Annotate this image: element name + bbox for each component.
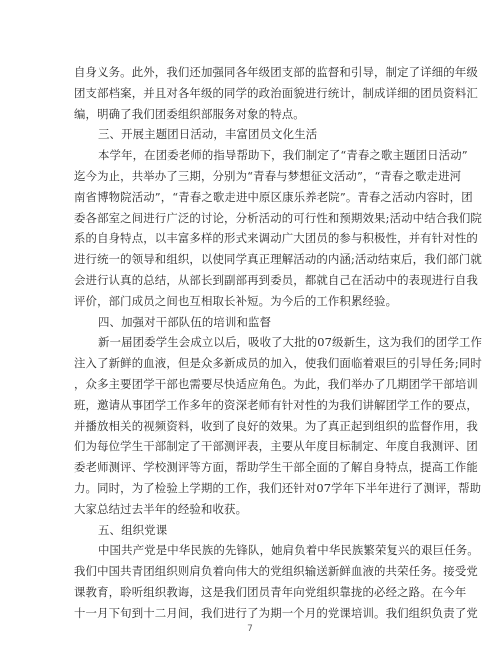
text-line: 们为每位学生干部制定了干部测评表，主要从年度目标制定、年度自我测评、团 (74, 439, 478, 454)
text-line: 编，明确了我们团委组织部服务对象的特点。 (74, 106, 305, 121)
text-line: 我们中国共青团组织则肩负着向伟大的党组织输送新鲜血液的共荣任务。接受党 (74, 564, 478, 579)
heading-text: 三、开展主题团日活动，丰富团员文化生活 (98, 127, 318, 142)
section-heading-3 (74, 124, 430, 145)
paragraph-1 (74, 62, 478, 124)
heading-text: 五、组织党课 (98, 522, 168, 537)
text-line: 中国共产党是中华民族的先锋队，她肩负着中华民族繁荣复兴的艰巨任务。 (98, 543, 479, 558)
text-line: 南省博物院活动”，“青春之歌走进中原区康乐养老院”。青春之活动内容时，团 (74, 189, 473, 204)
heading-text: 四、加强对干部队伍的培训和监督 (98, 314, 272, 329)
paragraph-4 (74, 540, 479, 623)
paragraph-3 (74, 332, 483, 519)
text-line: 会进行认真的总结，从部长到副部再到委员，都就自己在活动中的表现进行自我 (74, 272, 478, 287)
page-number: 7 (247, 624, 253, 634)
text-line: 新一届团委学生会成立以后，吸收了大批的07级新生，这为我们的团学工作 (98, 335, 483, 350)
text-line: 课教育，聆听组织教诲，这是我们团员青年向党组织靠拢的必经之路。在今年 (74, 584, 467, 599)
text-line: 本学年，在团委老师的指导帮助下，我们制定了“青春之歌主题团日活动” (98, 148, 468, 163)
text-line: 团支部档案，并且对各年级的同学的政治面貌进行统计，制成详细的团员资料汇 (74, 85, 478, 100)
paragraph-2 (74, 145, 482, 311)
text-line: 进行统一的领导和组织，以使同学真正理解活动的内涵;活动结束后，我们部门就 (74, 252, 482, 267)
text-line: 大家总结过去半年的经验和收获。 (74, 501, 248, 516)
document-page (74, 62, 483, 624)
text-line: 委各部室之间进行广泛的讨论，分析活动的可行性和预期效果;活动中结合我们院 (74, 210, 482, 225)
text-line: 委老师测评、学校测评等方面，帮助学生干部全面的了解自身特点，提高工作能 (74, 460, 478, 475)
text-line: 注入了新鲜的血液，但是众多新成员的加入，使我们面临着艰巨的引导任务;同时 (74, 356, 482, 371)
section-heading-5 (74, 520, 430, 541)
text-line: 十一月下旬到十二月间，我们进行了为期一个月的党课培训。我们组织负责了党 (74, 605, 478, 620)
section-heading-4 (74, 312, 430, 333)
text-line: 评价，部门成员之间也互相取长补短。为今后的工作积累经验。 (74, 293, 398, 308)
text-line: 力。同时，为了检验上学期的工作，我们还针对07学年下半年进行了测评，帮助 (74, 480, 482, 495)
text-line: 系的自身特点，以丰富多样的形式来调动广大团员的参与积极性，并有针对性的 (74, 231, 478, 246)
text-line: 并播放相关的视频资料，收到了良好的效果。为了真正起到组织的监督作用，我 (74, 418, 478, 433)
text-line: 班，邀请从事团学工作多年的资深老师有针对性的为我们讲解团学工作的要点， (74, 397, 478, 412)
text-line: ，众多主要团学干部也需要尽快适应角色。为此，我们举办了几期团学干部培训 (74, 376, 478, 391)
text-line: 自身义务。此外，我们还加强同各年级团支部的监督和引导，制定了详细的年级 (74, 65, 478, 79)
text-line: 迄今为止，共举办了三期，分别为“青春与梦想征文活动”，“青春之歌走进河 (74, 168, 462, 183)
